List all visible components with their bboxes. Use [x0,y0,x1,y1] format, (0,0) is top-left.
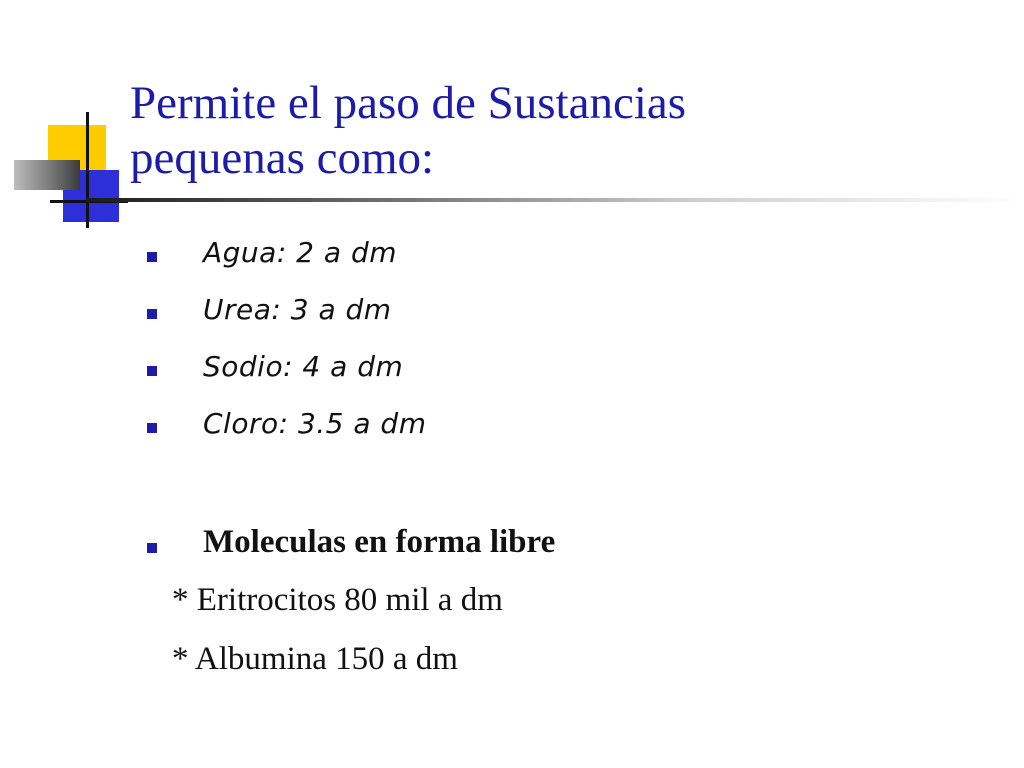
square-bullet-icon [147,366,157,376]
sub-item-eritrocitos: * Eritrocitos 80 mil a dm [172,582,503,618]
logo-vertical-line [86,112,89,228]
list-item-moleculas: Moleculas en forma libre [203,524,556,560]
square-bullet-icon [147,543,157,553]
square-bullet-icon [147,252,157,262]
slide-title [130,76,1010,186]
list-item-cloro: Cloro: 3.5 a dm [203,407,427,440]
decorative-logo [0,0,150,240]
square-bullet-icon [147,309,157,319]
list-item-sodio: Sodio: 4 a dm [203,350,404,383]
title-underline-rule [86,198,1024,202]
logo-gray-bar [14,160,80,190]
slide-title-line-2: pequenas como: [130,132,435,184]
list-item-agua: Agua: 2 a dm [203,236,397,269]
square-bullet-icon [147,423,157,433]
slide-title-line-1: Permite el paso de Sustancias [130,77,687,129]
list-item-urea: Urea: 3 a dm [203,293,392,326]
sub-item-albumina: * Albumina 150 a dm [172,641,458,677]
